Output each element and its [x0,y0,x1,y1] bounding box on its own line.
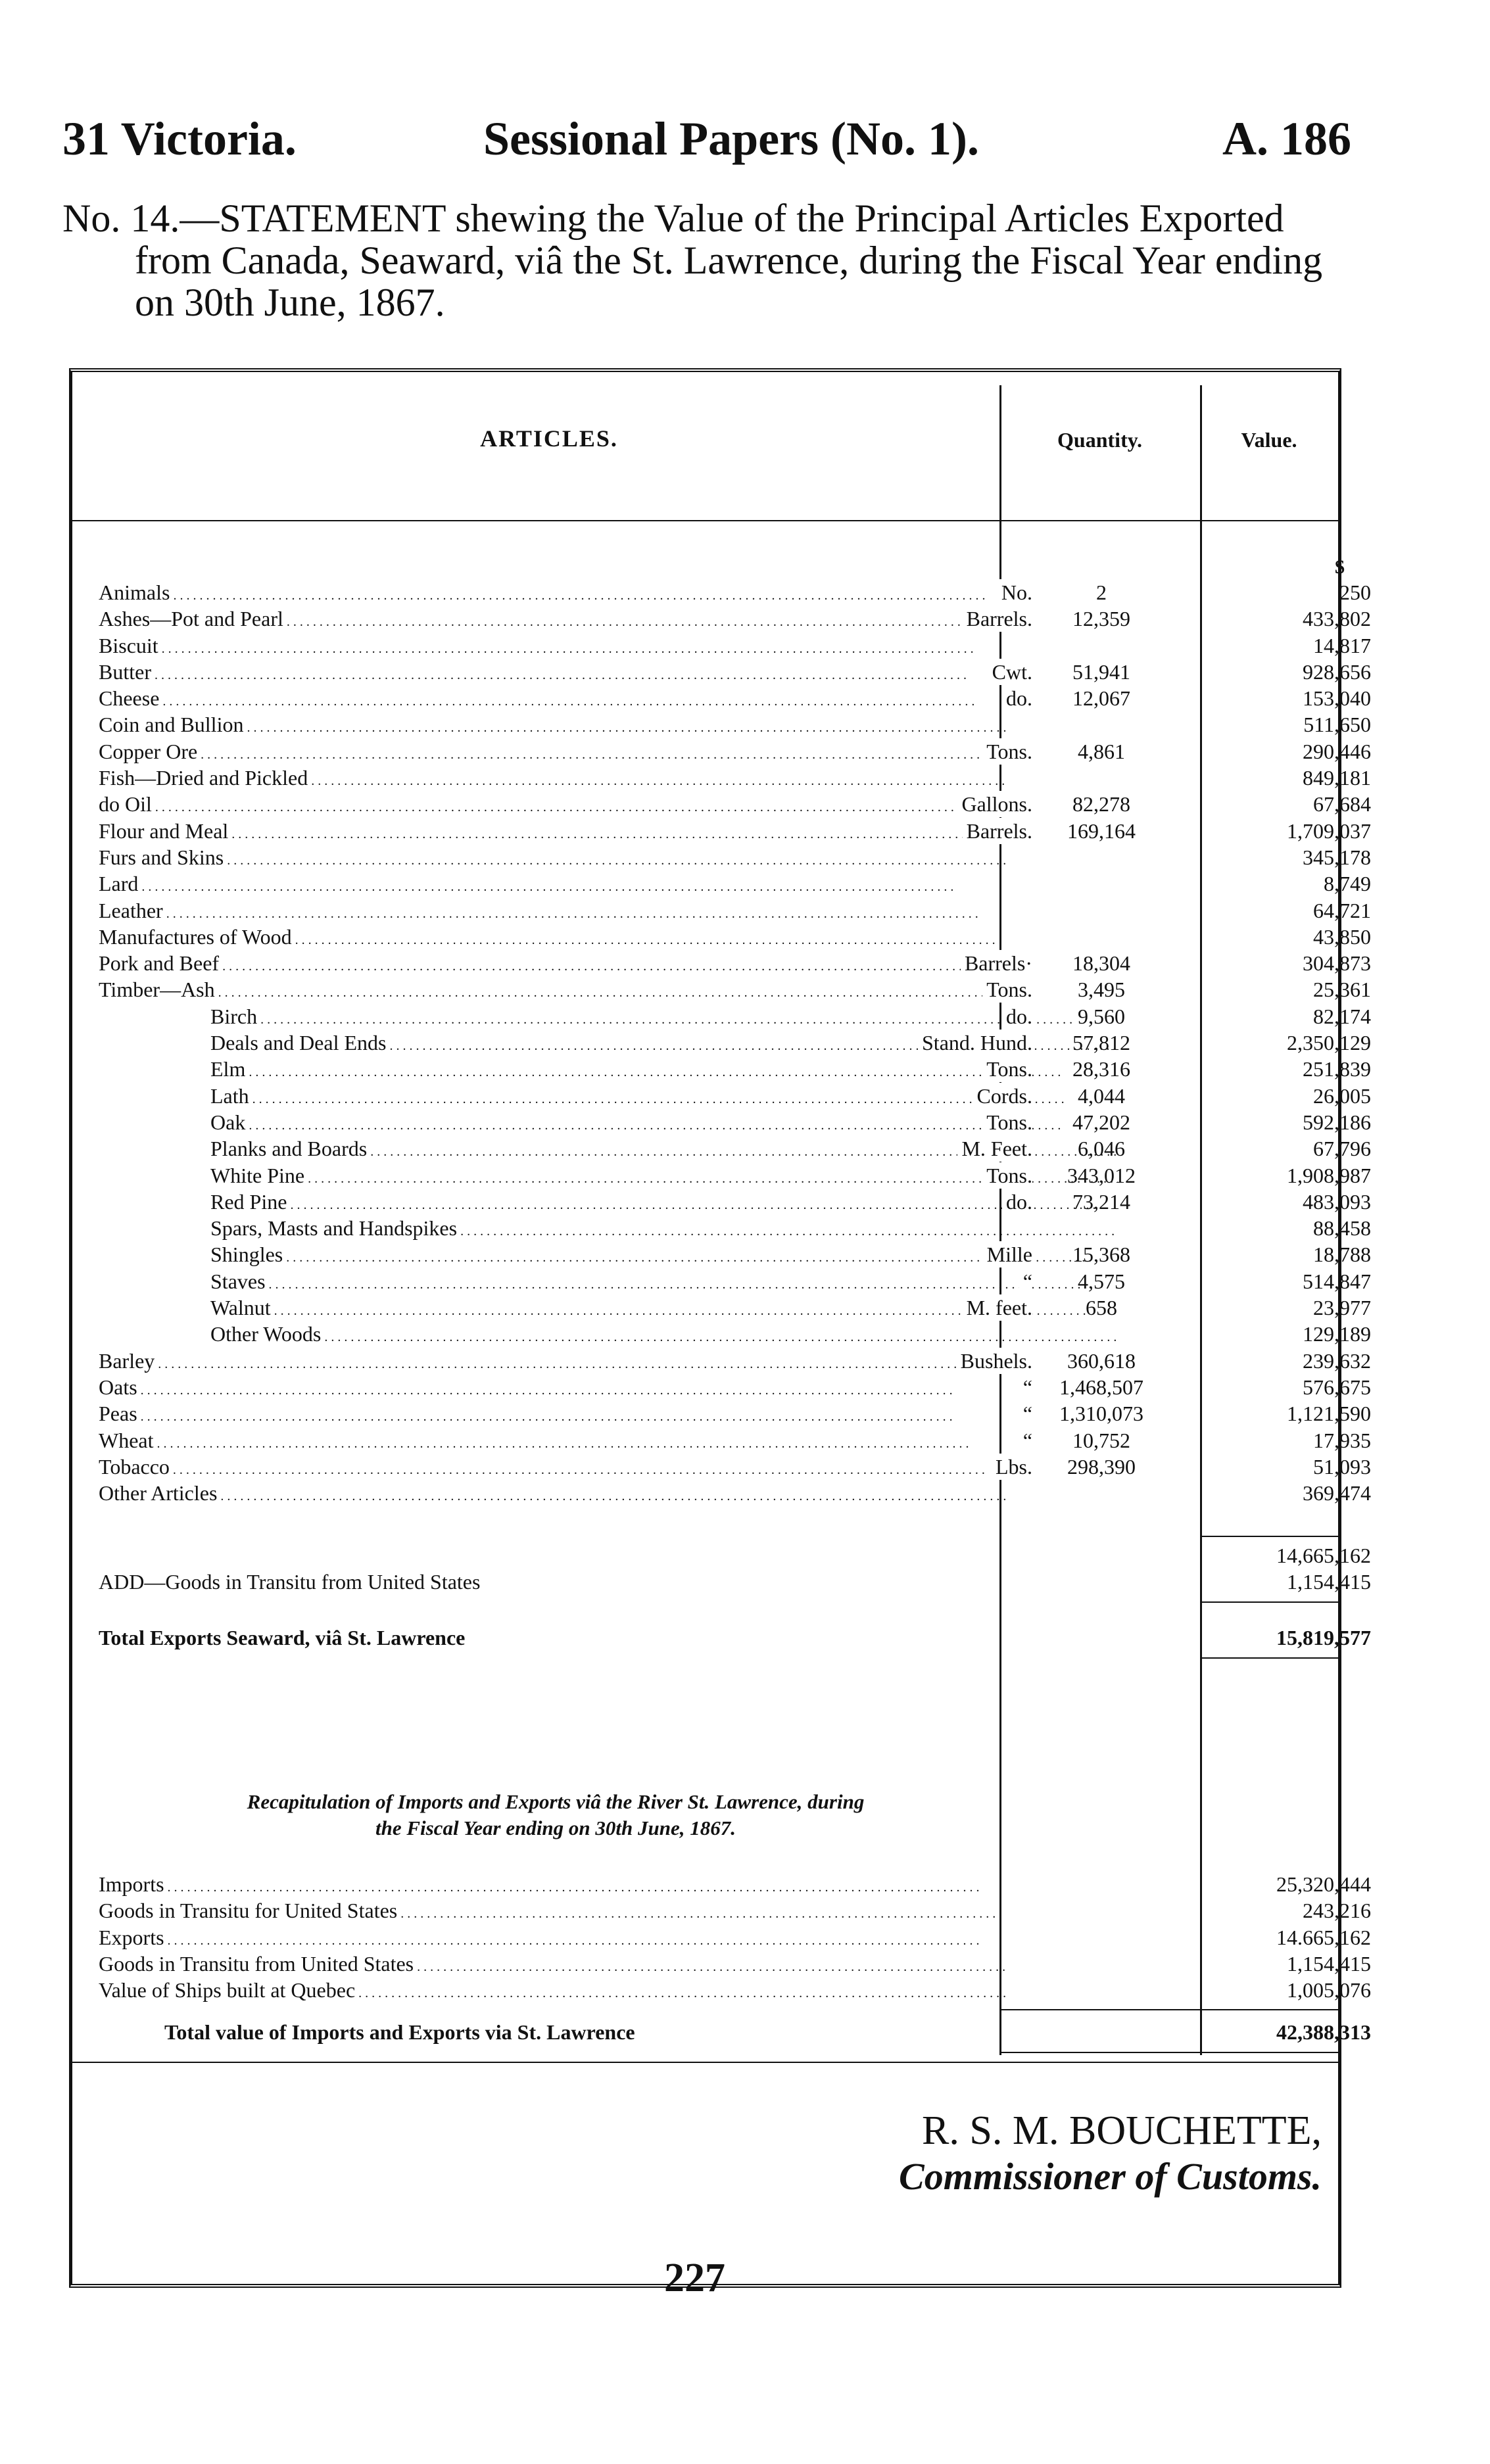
article-name: Planks and Boards . . . [99,1135,1118,1165]
article-name: Biscuit . . . [99,632,1006,662]
intro-line-3: on 30th June, 1867. [135,281,445,324]
article-quantity: 18,304 [1072,951,1130,976]
table-row [99,659,1371,685]
subtotal-value: 14,665,162 [1276,1544,1371,1567]
article-value: 8,749 [1324,872,1371,896]
recap-value: 243,216 [1303,1899,1371,1923]
article-name: Animals . . . [99,579,1006,609]
article-quantity: 10,752 [1072,1428,1130,1452]
article-unit: Barrels. [963,605,1032,632]
article-value: 129,189 [1303,1322,1371,1346]
article-value: 345,178 [1303,845,1371,869]
article-rows [99,579,1371,1506]
article-name: Cheese . . . [99,685,1006,715]
article-value: 18,788 [1313,1243,1371,1267]
article-name: Fish—Dried and Pickled . . . [99,765,1006,794]
page-number: 227 [664,2256,725,2300]
table-row [99,1268,1371,1294]
recap-row [99,1871,1371,1897]
article-quantity: 360,618 [1067,1348,1136,1373]
article-value: 14,817 [1313,633,1371,657]
add-value: 1,154,415 [1287,1570,1371,1594]
table-row [99,1030,1371,1056]
article-unit: Tons. [982,1109,1032,1135]
article-value: 290,446 [1303,739,1371,763]
article-value: 51,093 [1313,1454,1371,1479]
article-name: Shingles . . . [99,1241,1118,1271]
article-quantity: 6,046 [1078,1137,1125,1161]
table-row [99,924,1371,950]
article-unit: Cwt. [988,659,1032,685]
article-unit: Barrels· [961,950,1032,976]
recap-label: Goods in Transitu from United States . . . [99,1951,1006,1980]
article-name: Deals and Deal Ends . . . [99,1030,1118,1059]
col-header-value: Value. [1241,428,1297,452]
article-quantity: 4,044 [1078,1083,1125,1108]
article-unit: do. [1002,1003,1032,1030]
total-underline [1200,1657,1338,1659]
add-label: ADD—Goods in Transitu from United States [99,1570,481,1594]
article-value: 43,850 [1313,924,1371,949]
table-row [99,1454,1371,1480]
article-unit: M. Feet. [957,1135,1032,1162]
table-row [99,818,1371,844]
article-name: Lath . . . [99,1083,1118,1112]
article-value: 153,040 [1303,686,1371,711]
article-unit: Cords. [973,1083,1032,1109]
article-unit: do. [1002,1189,1032,1215]
table-row [99,685,1371,711]
recap-title-line-1: Recapitulation of Imports and Exports viâ the River St. Lawrence, during [247,1790,865,1813]
article-name: Spars, Masts and Handspikes . . . [99,1215,1118,1244]
article-value: 1,908,987 [1287,1163,1371,1187]
article-value: 26,005 [1313,1083,1371,1108]
table-row [99,950,1371,976]
article-value: 17,935 [1313,1428,1371,1452]
col-header-articles: ARTICLES. [480,425,618,452]
signature-title: Commissioner of Customs. [899,2155,1322,2198]
article-name: Pork and Beef . . . [99,950,1006,980]
article-quantity: 343,012 [1067,1163,1136,1187]
article-quantity: 12,067 [1072,686,1130,711]
article-value: 1,709,037 [1287,818,1371,843]
recap-label: Exports . . . [99,1924,1006,1954]
article-unit: Stand. Hund. [918,1030,1032,1056]
article-name: Other Woods . . . [99,1321,1118,1350]
table-row [99,738,1371,765]
article-name: Butter . . . [99,659,1006,688]
recap-row [99,1924,1371,1951]
article-quantity: 1,468,507 [1059,1375,1143,1399]
article-value: 849,181 [1303,766,1371,790]
total-rule [1200,1601,1338,1603]
article-unit: “ [1019,1268,1032,1294]
article-name: Elm . . . [99,1056,1118,1085]
article-quantity: 51,941 [1072,659,1130,684]
recap-value: 25,320,444 [1276,1872,1371,1896]
intro-line-2: from Canada, Seaward, viâ the St. Lawrence, during the Fiscal Year ending [135,239,1323,282]
table-row [99,711,1371,738]
table-row [99,1003,1371,1030]
recap-label: Imports . . . [99,1871,1006,1901]
article-value: 483,093 [1303,1189,1371,1214]
article-value: 64,721 [1313,898,1371,922]
article-name: Coin and Bullion . . . [99,711,1006,741]
article-quantity: 298,390 [1067,1454,1136,1479]
recap-total-underline [999,2052,1338,2053]
article-unit: No. [997,579,1032,605]
article-value: 369,474 [1303,1481,1371,1505]
article-value: 82,174 [1313,1004,1371,1028]
article-value: 23,977 [1313,1296,1371,1320]
article-unit: Gallons. [957,791,1032,817]
article-value: 576,675 [1303,1375,1371,1399]
article-value: 304,873 [1303,951,1371,976]
recap-value: 1,005,076 [1287,1978,1371,2002]
article-name: Oats . . . [99,1374,1006,1404]
col-header-quantity: Quantity. [1057,428,1142,452]
article-name: Peas . . . [99,1400,1006,1430]
article-value: 592,186 [1303,1110,1371,1134]
article-value: 433,802 [1303,607,1371,631]
header-right: A. 186 [1222,112,1351,165]
article-quantity: 3,495 [1078,978,1125,1002]
article-value: 514,847 [1303,1269,1371,1293]
table-row [99,897,1371,924]
article-name: Lard . . . [99,870,1006,900]
article-unit: Lbs. [992,1454,1032,1480]
signature-block [899,2108,1322,2198]
recap-row [99,1977,1371,2003]
article-name: Leather . . . [99,897,1006,927]
article-value: 88,458 [1313,1216,1371,1241]
table-row [99,1348,1371,1374]
recap-total-value: 42,388,313 [1276,2020,1371,2044]
intro-line-1: No. 14.—STATEMENT shewing the Value of the Principal Articles Exported [62,197,1284,240]
article-quantity: 658 [1086,1296,1117,1320]
recap-row [99,1951,1371,1977]
article-quantity: 4,861 [1078,739,1125,763]
article-quantity: 12,359 [1072,607,1130,631]
table-row [99,1083,1371,1109]
article-unit: Tons. [982,1162,1032,1189]
article-name: do Oil . . . [99,791,1006,820]
article-quantity: 4,575 [1078,1269,1125,1293]
table-row [99,1056,1371,1082]
table-row [99,791,1371,817]
article-name: Oak . . . [99,1109,1118,1139]
article-name: Red Pine . . . [99,1189,1118,1218]
table-row [99,870,1371,897]
article-quantity: 15,368 [1072,1243,1130,1267]
article-quantity: 169,164 [1067,818,1136,843]
article-value: 511,650 [1303,713,1371,737]
signature-name: R. S. M. BOUCHETTE, [922,2108,1322,2153]
table-row [99,976,1371,1003]
article-unit: Mille [983,1241,1032,1268]
article-unit: “ [1019,1374,1032,1400]
table-row [99,1241,1371,1268]
article-quantity: 57,812 [1072,1031,1130,1055]
recap-value: 14.665,162 [1276,1925,1371,1949]
table-row [99,765,1371,791]
article-quantity: 9,560 [1078,1004,1125,1028]
table-row [99,1189,1371,1215]
article-unit: “ [1019,1400,1032,1427]
article-quantity: 28,316 [1072,1057,1130,1081]
table-row [99,1480,1371,1506]
article-quantity: 82,278 [1072,792,1130,817]
article-unit: Tons. [982,738,1032,765]
recap-label: Goods in Transitu for United States . . . [99,1897,1006,1927]
article-name: Furs and Skins . . . [99,844,1006,874]
total-exports-value: 15,819,577 [1276,1626,1371,1649]
header-rule [72,520,1338,521]
statement-intro [62,197,1345,323]
article-name: Barley . . . [99,1348,1006,1377]
article-quantity: 1,310,073 [1059,1402,1143,1426]
table-row [99,1321,1371,1347]
recap-rows [99,1871,1371,2003]
table-row [99,579,1371,605]
recap-label: Value of Ships built at Quebec . . . [99,1977,1006,2006]
table-row [99,632,1371,659]
article-name: White Pine . . . [99,1162,1118,1192]
table-row [99,1294,1371,1321]
article-name: Other Articles . . . [99,1480,1006,1509]
table-row [99,1215,1371,1241]
article-value: 25,361 [1313,978,1371,1002]
recap-title-line-2: the Fiscal Year ending on 30th June, 1867. [375,1816,736,1839]
article-value: 67,684 [1313,792,1371,817]
article-unit: “ [1019,1427,1032,1454]
table-row [99,844,1371,870]
article-value: 251,839 [1303,1057,1371,1081]
article-name: Wheat . . . [99,1427,1006,1457]
recap-row [99,1897,1371,1924]
article-unit: Barrels. [963,818,1032,844]
header-left: 31 Victoria. [62,112,297,165]
article-value: 67,796 [1313,1137,1371,1161]
article-name: Staves . . . [99,1268,1118,1298]
article-name: Timber—Ash . . . [99,976,1006,1006]
article-name: Birch . . . [99,1003,1118,1033]
article-value: 2,350,129 [1287,1031,1371,1055]
table-row [99,1427,1371,1454]
article-unit: Bushels. [957,1348,1032,1374]
article-name: Tobacco . . . [99,1454,1006,1483]
article-unit: M. feet. [963,1294,1032,1321]
statement-table [69,368,1371,2288]
recap-value: 1,154,415 [1287,1951,1371,1976]
table-row [99,1162,1371,1189]
signature-rule [72,2062,1338,2063]
article-unit: Tons. [982,1056,1032,1082]
article-quantity: 2 [1096,580,1107,604]
article-name: Copper Ore . . . [99,738,1006,768]
article-value: 928,656 [1303,659,1371,684]
recap-total-label: Total value of Imports and Exports via St. Lawrence [164,2020,635,2044]
article-value: 250 [1339,580,1371,604]
header-center: Sessional Papers (No. 1). [483,112,979,165]
table-row [99,1400,1371,1427]
recap-title [99,1789,1013,1841]
article-name: Manufactures of Wood . . . [99,924,1006,953]
recap-total-rule [999,2009,1338,2010]
subtotal-rule [1200,1536,1338,1537]
article-unit: Tons. [982,976,1032,1003]
article-name: Walnut . . . [99,1294,1118,1324]
table-row [99,1135,1371,1162]
article-quantity: 73,214 [1072,1189,1130,1214]
article-value: 1,121,590 [1287,1402,1371,1426]
running-header [62,112,1351,171]
table-row [99,605,1371,632]
article-name: Flour and Meal . . . [99,818,1006,847]
article-quantity: 47,202 [1072,1110,1130,1134]
article-name: Ashes—Pot and Pearl . . . [99,605,1006,635]
article-value: 239,632 [1303,1348,1371,1373]
table-row [99,1109,1371,1135]
currency-symbol: $ [1335,556,1345,578]
table-row [99,1374,1371,1400]
article-unit: do. [1002,685,1032,711]
total-exports-label: Total Exports Seaward, viâ St. Lawrence [99,1626,466,1649]
